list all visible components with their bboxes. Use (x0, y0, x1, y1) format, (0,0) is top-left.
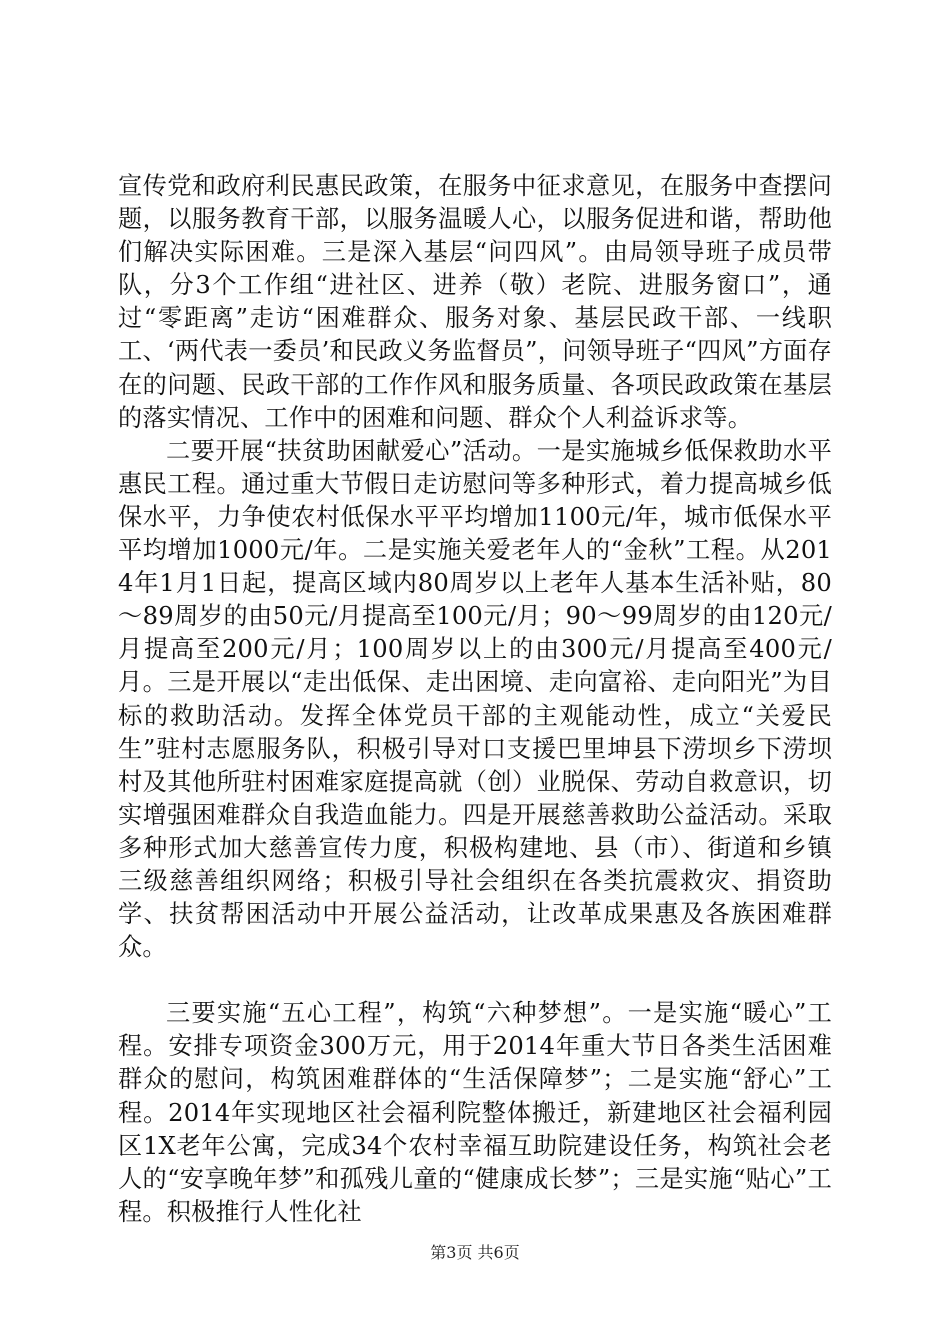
paragraph-1: 宣传党和政府利民惠民政策，在服务中征求意见，在服务中查摆问题，以服务教育干部，以服务温暖人心，以服务促进和谐，帮助他们解决实际困难。三是深入基层“问四风”。由局领导班子成员带队，分3个工作组“进社区、进养（敬）老院、进服务窗口”，通过“零距离”走访“困难群众、服务对象、基层民政干部、一线职工、‘两代表一委员’和民政义务监督员”，问领导班子“四风”方面存在的问题、民政干部的工作作风和服务质量、各项民政政策在基层的落实情况、工作中的困难和问题、群众个人利益诉求等。 (118, 172, 832, 432)
paragraph-spacer (118, 964, 832, 997)
paragraph-2: 二要开展“扶贫助困献爱心”活动。一是实施城乡低保救助水平惠民工程。通过重大节假日走访慰问等多种形式，着力提高城乡低保水平，力争使农村低保水平平均增加1100元/年，城市低保水平平均增加1000元/年。二是实施关爱老年人的“金秋”工程。从2014年1月1日起，提高区域内80周岁以上老年人基本生活补贴，80～89周岁的由50元/月提高至100元/月；90～99周岁的由120元/月提高至200元/月；100周岁以上的由300元/月提高至400元/月。三是开展以“走出低保、走出困境、走向富裕、走向阳光”为目标的救助活动。发挥全体党员干部的主观能动性，成立“关爱民生”驻村志愿服务队，积极引导对口支援巴里坤县下涝坝乡下涝坝村及其他所驻村困难家庭提高就（创）业脱保、劳动自救意识，切实增强困难群众自我造血能力。四是开展慈善救助公益活动。采取多种形式加大慈善宣传力度，积极构建地、县（市）、街道和乡镇三级慈善组织网络；积极引导社会组织在各类抗震救灾、捐资助学、扶贫帮困活动中开展公益活动，让改革成果惠及各族困难群众。 (118, 436, 832, 962)
page-number-footer: 第3页 共6页 (430, 1243, 520, 1262)
paragraph-3: 三要实施“五心工程”，构筑“六种梦想”。一是实施“暖心”工程。安排专项资金300万元，用于2014年重大节日各类生活困难群众的慰问，构筑困难群体的“生活保障梦”；二是实施“舒心”工程。2014年实现地区社会福利院整体搬迁，新建地区社会福利园区1X老年公寓，完成34个农村幸福互助院建设任务，构筑社会老人的“安享晚年梦”和孤残儿童的“健康成长梦”；三是实施“贴心”工程。积极推行人性化社 (118, 999, 832, 1226)
document-body (118, 170, 832, 1229)
